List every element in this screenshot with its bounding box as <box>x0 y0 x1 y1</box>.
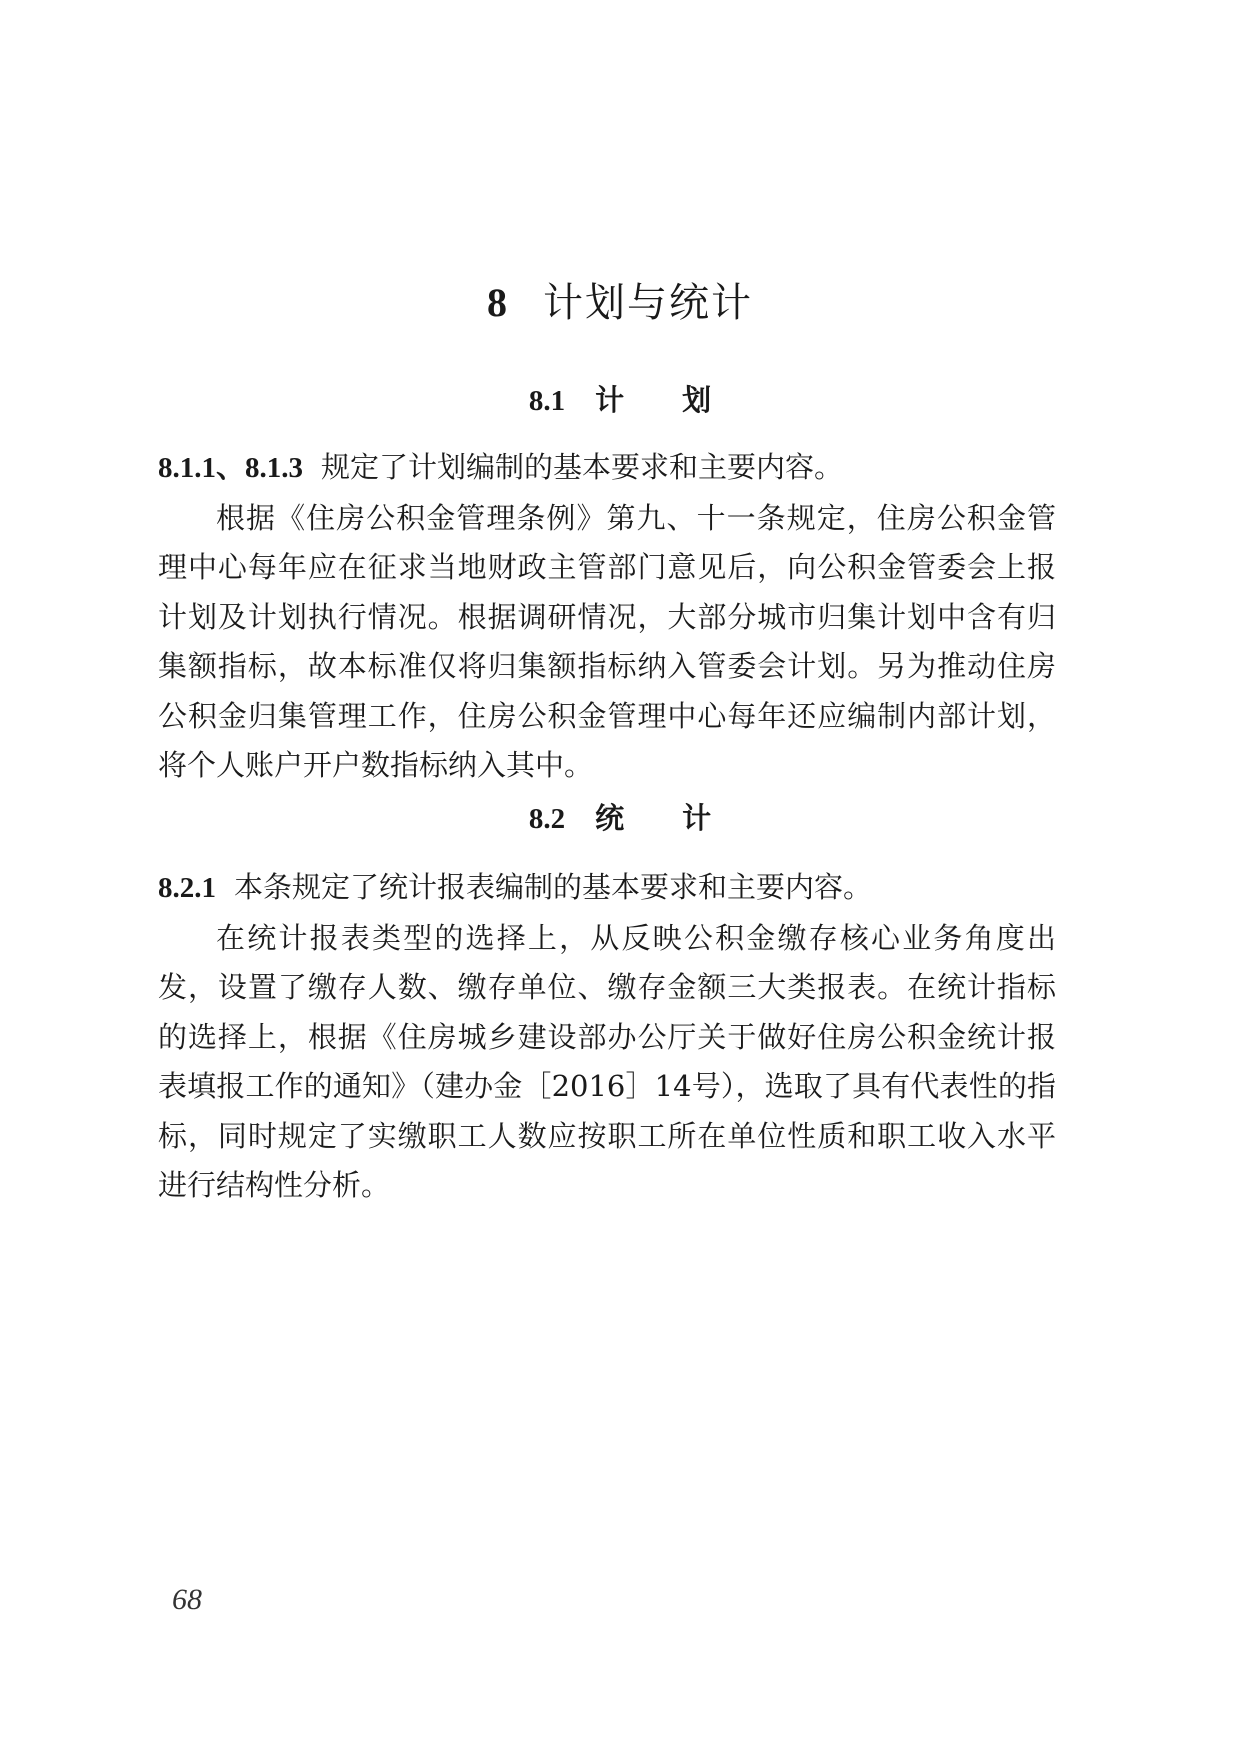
section-body-8-2 <box>158 863 1056 1211</box>
clause-text: 规定了计划编制的基本要求和主要内容。 <box>321 450 844 484</box>
section-title-8-2 <box>0 798 1240 839</box>
body-paragraph: 在统计报表类型的选择上，从反映公积金缴存核心业务角度出发，设置了缴存人数、缴存单位、缴存金额三大类报表。在统计指标的选择上，根据《住房城乡建设部办公厅关于做好住房公积金统计报表填报工作的通知》（建办金［2016］14号），选取了具有代表性的指标，同时规定了实缴职工人数应按职工所在单位性质和职工收入水平进行结构性分析。 <box>158 920 1056 1202</box>
clause-text: 本条规定了统计报表编制的基本要求和主要内容。 <box>234 870 873 904</box>
section-title-part-a: 计 <box>595 383 625 417</box>
clause-heading <box>158 863 1056 914</box>
section-number: 8.2 <box>528 803 566 835</box>
clause-number: 8.2.1 <box>158 872 216 904</box>
section-title-part-a: 统 <box>595 801 625 835</box>
section-title-part-b: 计 <box>682 801 712 835</box>
chapter-title-text: 计划与统计 <box>543 280 753 326</box>
clause-heading <box>158 443 1056 494</box>
body-paragraph: 根据《住房公积金管理条例》第九、十一条规定，住房公积金管理中心每年应在征求当地财政主管部门意见后，向公积金管委会上报计划及计划执行情况。根据调研情况，大部分城市归集计划中含有归集额指标，故本标准仅将归集额指标纳入管委会计划。另为推动住房公积金归集管理工作，住房公积金管理中心每年还应编制内部计划，将个人账户开户数指标纳入其中。 <box>158 500 1056 782</box>
chapter-number: 8 <box>487 280 509 325</box>
page-number: 68 <box>172 1583 202 1616</box>
section-body-8-1 <box>158 443 1056 791</box>
section-title-8-1 <box>0 380 1240 421</box>
section-number: 8.1 <box>528 385 566 417</box>
section-title-part-b: 划 <box>682 383 712 417</box>
chapter-title <box>0 275 1240 331</box>
clause-number: 8.1.1、8.1.3 <box>158 452 304 484</box>
